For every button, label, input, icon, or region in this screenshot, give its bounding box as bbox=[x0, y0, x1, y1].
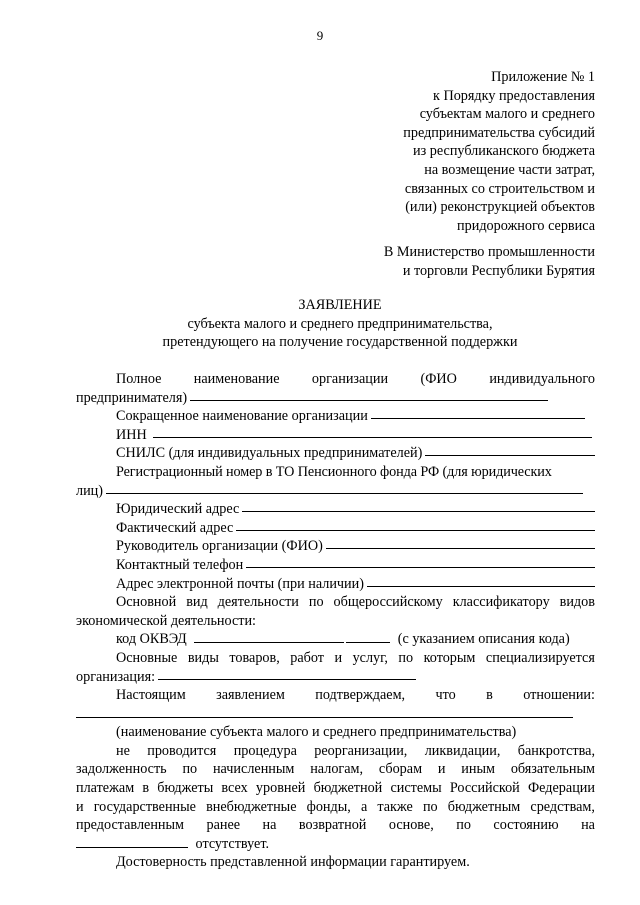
snils-field[interactable]: СНИЛС (для индивидуальных предпринимателей) bbox=[76, 444, 595, 463]
appendix-block bbox=[330, 68, 595, 235]
appendix-line: предпринимательства субсидий bbox=[403, 124, 595, 141]
date-blank[interactable] bbox=[76, 835, 188, 848]
appendix-line: на возмещение части затрат, bbox=[424, 161, 595, 178]
actual-address-blank[interactable] bbox=[236, 518, 595, 531]
document-title: ЗАЯВЛЕНИЕ bbox=[298, 297, 382, 313]
legal-address-blank[interactable] bbox=[242, 499, 595, 512]
okved-code-blank-short[interactable] bbox=[346, 630, 390, 643]
document-heading bbox=[0, 296, 640, 352]
page-number: 9 bbox=[316, 28, 324, 43]
date-field[interactable]: отсутствует. bbox=[76, 835, 595, 854]
legal-address-field[interactable]: Юридический адрес bbox=[76, 500, 595, 519]
okved-code-field[interactable]: код ОКВЭД (с указанием описания кода) bbox=[116, 631, 570, 648]
heading-subtitle: субъекта малого и среднего предпринимательства, bbox=[187, 315, 493, 332]
email-field[interactable]: Адрес электронной почты (при наличии) bbox=[76, 575, 595, 594]
inn-blank[interactable] bbox=[153, 425, 592, 438]
appendix-line: к Порядку предоставления bbox=[433, 87, 595, 104]
appendix-line: связанных со строительством и bbox=[404, 180, 595, 197]
okved-label-cont: экономической деятельности: bbox=[76, 612, 256, 629]
appendix-line: Приложение № 1 bbox=[491, 69, 595, 85]
short-name-field[interactable]: Сокращенное наименование организации bbox=[76, 407, 595, 426]
declaration-line: не проводится процедура реорганизации, ликвидации, банкротства, bbox=[116, 742, 595, 759]
phone-field[interactable]: Контактный телефон bbox=[76, 556, 595, 575]
form-body bbox=[76, 370, 595, 872]
short-name-blank[interactable] bbox=[371, 406, 585, 419]
actual-address-field[interactable]: Фактический адрес bbox=[76, 519, 595, 538]
addressee-line: и торговли Республики Бурятия bbox=[402, 262, 595, 279]
reg-number-blank[interactable] bbox=[106, 481, 583, 494]
full-name-blank[interactable] bbox=[190, 388, 548, 401]
activities-blank[interactable] bbox=[158, 667, 416, 680]
entity-name-caption: (наименование субъекта малого и среднего предпринимательства) bbox=[116, 724, 517, 741]
appendix-line: придорожного сервиса bbox=[457, 217, 595, 234]
okved-label: Основной вид деятельности по общероссийскому классификатору видов bbox=[116, 594, 595, 611]
full-name-label: Полное наименование организации (ФИО индивидуального bbox=[116, 371, 595, 387]
phone-blank[interactable] bbox=[246, 555, 595, 568]
declaration-line: платежам в бюджеты всех уровней бюджетной системы Российской Федерации bbox=[76, 780, 595, 797]
inn-field[interactable]: ИНН bbox=[76, 426, 595, 445]
director-blank[interactable] bbox=[326, 536, 595, 549]
guarantee-statement: Достоверность представленной информации гарантируем. bbox=[116, 854, 470, 871]
activities-field[interactable]: организация: bbox=[76, 668, 595, 687]
entity-name-blank[interactable] bbox=[76, 705, 573, 718]
reg-number-label: Регистрационный номер в ТО Пенсионного фонда РФ (для юридических bbox=[116, 463, 552, 480]
director-field[interactable]: Руководитель организации (ФИО) bbox=[76, 537, 595, 556]
appendix-line: из республиканского бюджета bbox=[413, 143, 595, 160]
declaration-intro: Настоящим заявлением подтверждаем, что в отношении: bbox=[116, 687, 595, 704]
snils-blank[interactable] bbox=[425, 443, 595, 456]
email-blank[interactable] bbox=[367, 574, 595, 587]
activities-label: Основные виды товаров, работ и услуг, по которым специализируется bbox=[116, 649, 595, 666]
heading-subtitle: претендующего на получение государственной поддержки bbox=[162, 334, 518, 351]
entity-name-field[interactable] bbox=[76, 705, 595, 724]
reg-number-field[interactable]: лиц) bbox=[76, 482, 595, 501]
appendix-line: субъектам малого и среднего bbox=[419, 106, 595, 123]
addressee-line: В Министерство промышленности bbox=[383, 244, 595, 260]
declaration-line: предоставленным ранее на возвратной основе, по состоянию на bbox=[76, 817, 595, 834]
full-name-field[interactable]: предпринимателя) bbox=[76, 389, 595, 408]
okved-code-blank[interactable] bbox=[194, 630, 344, 643]
declaration-line: задолженность по начисленным налогам, сборам и иным обязательным bbox=[76, 761, 595, 778]
declaration-line: и государственные внебюджетные фонды, а также по бюджетным средствам, bbox=[76, 798, 595, 815]
addressee-block bbox=[330, 243, 595, 280]
appendix-line: (или) реконструкцией объектов bbox=[405, 199, 595, 216]
